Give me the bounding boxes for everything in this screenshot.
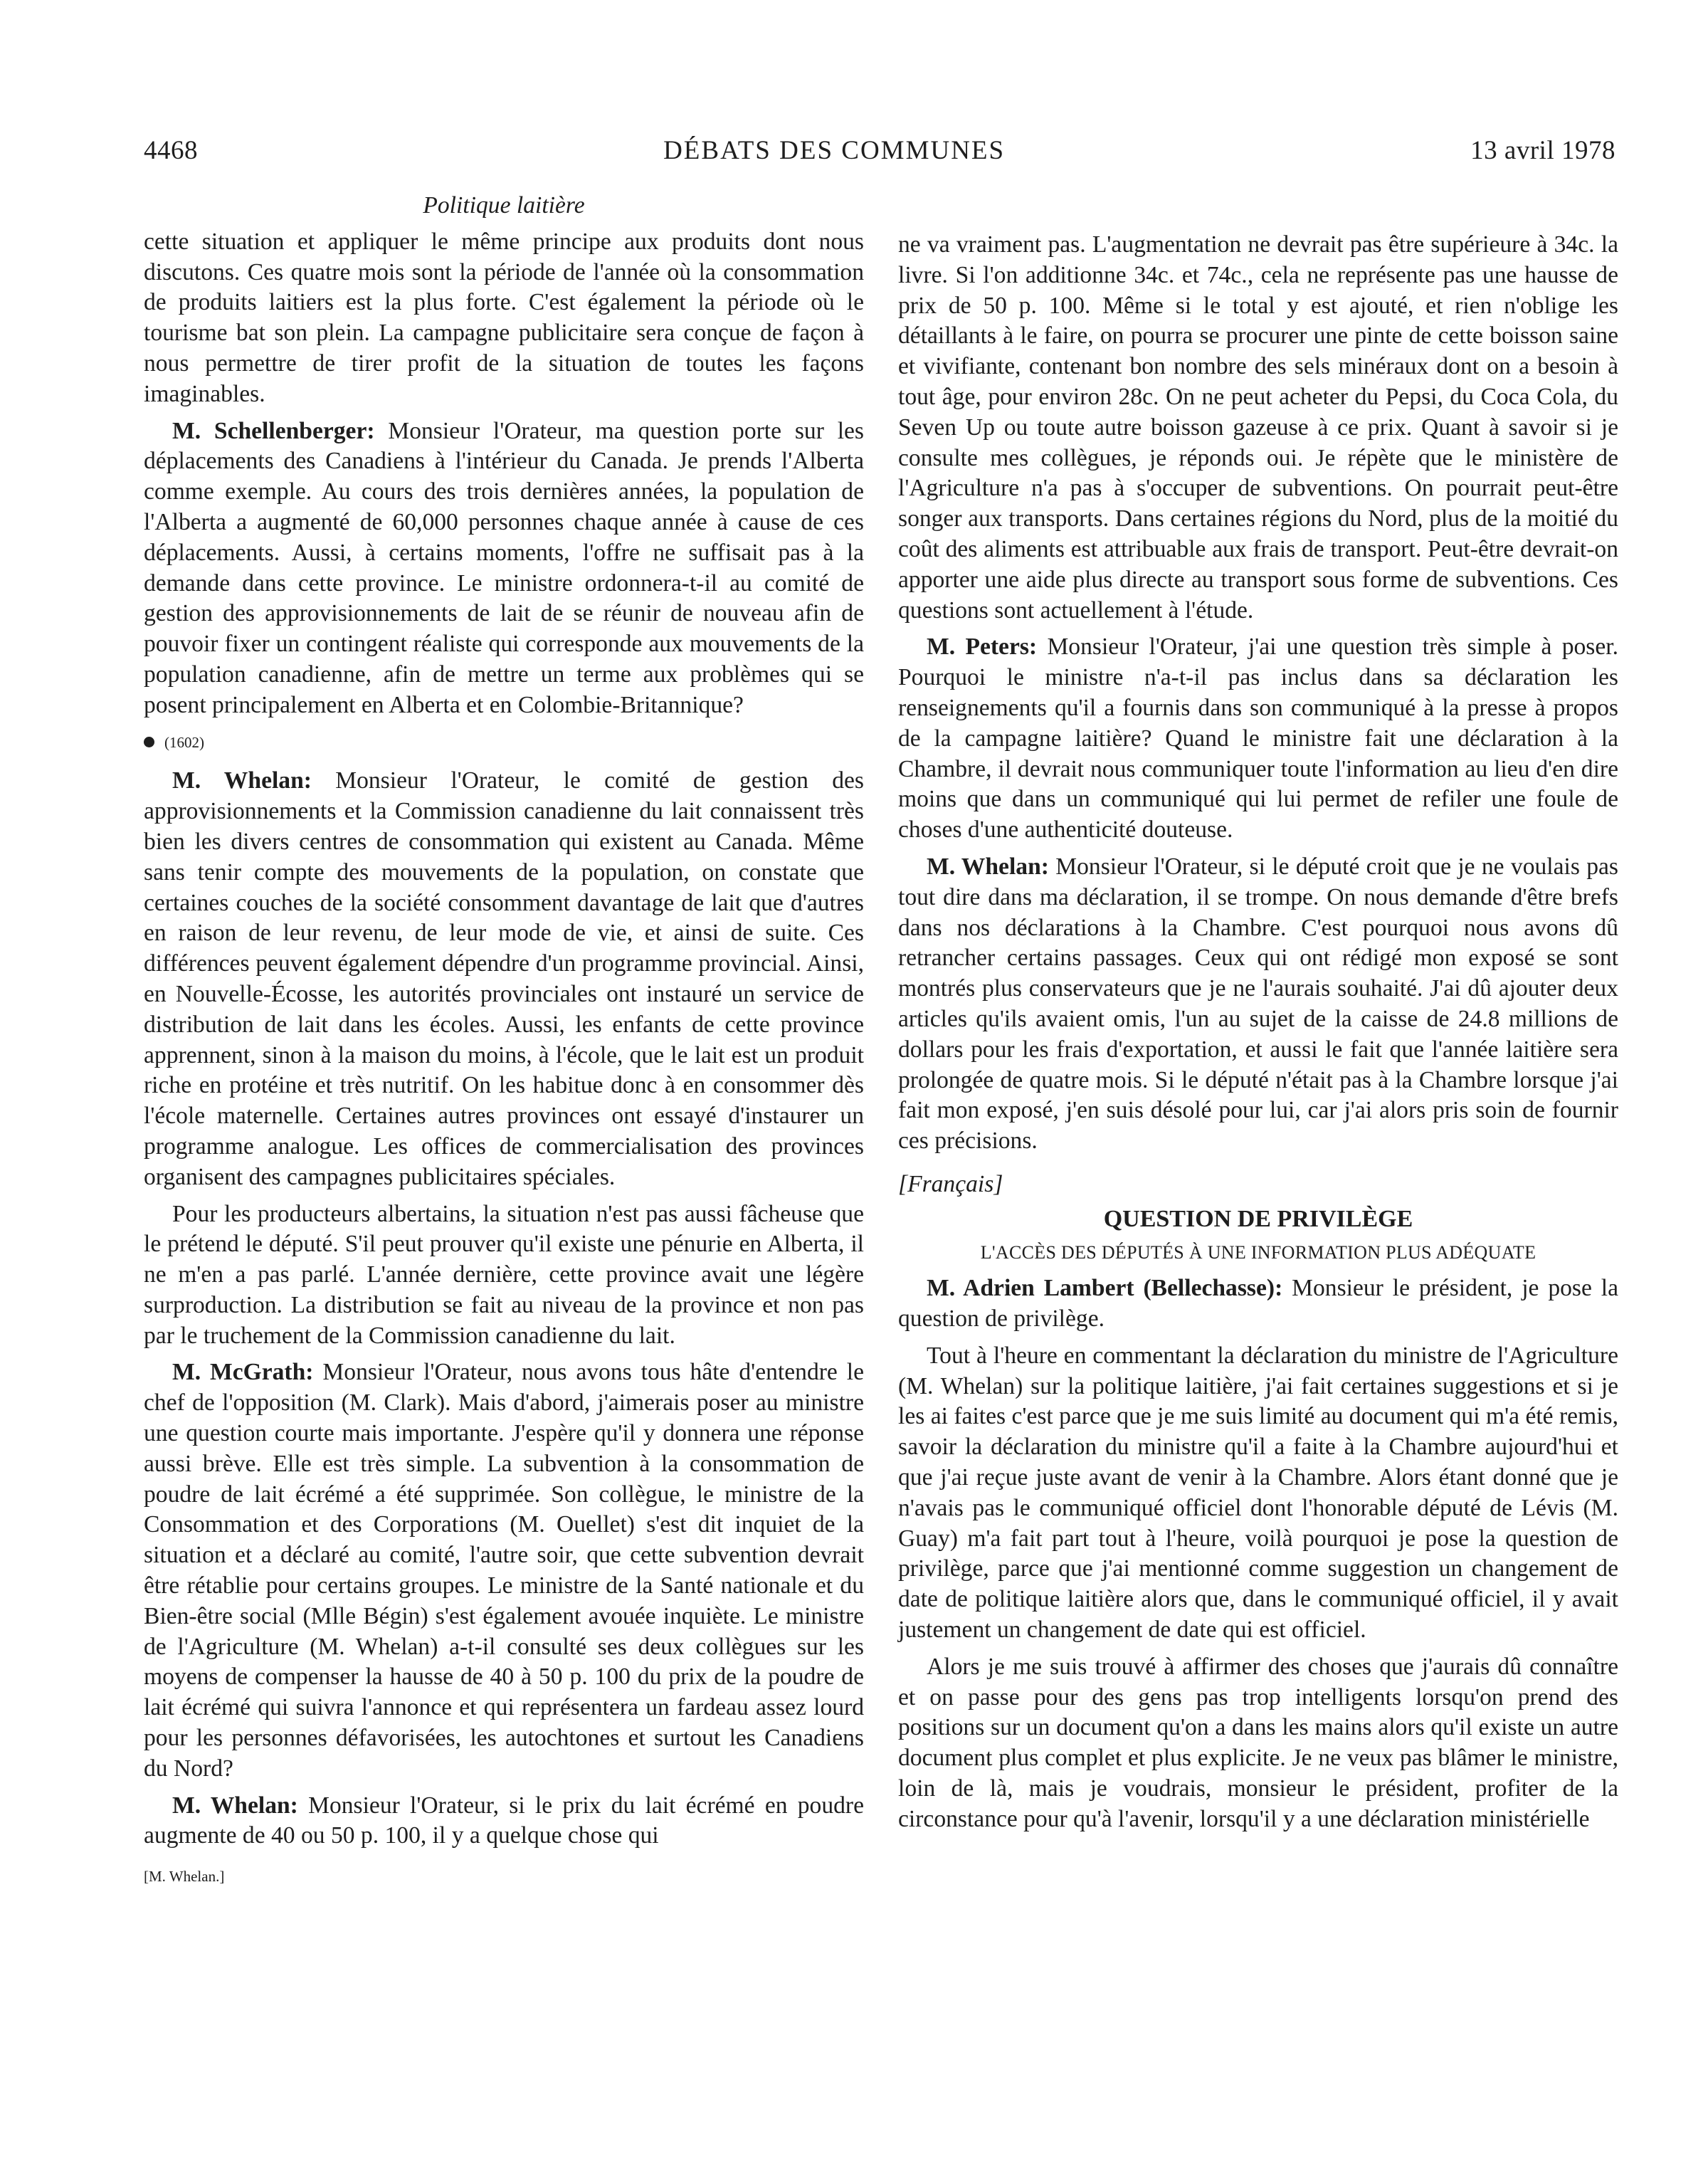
speech-text: Monsieur l'Orateur, nous avons tous hâte d'entendre le chef de l'opposition (M. Clark). Mais d'abord, j'aimerais poser au ministre une question courte mais importante. J'espère qu'il y donnera une réponse aussi brève. Elle est très simple. La subvention à la consommation de poudre de lait écrémé a été supprimée. Son collègue, le ministre de la Consommation et des Corporations (M. Ouellet) s'est dit inquiet de la situation et a déclaré au comité, l'autre soir, que cette subvention devrait être rétablie pour certains groupes. Le ministre de la Santé nationale et du Bien-être social (Mlle Bégin) s'est également avouée inquiète. Le ministre de l'Agriculture (M. Whelan) a-t-il consulté ses deux collègues sur les moyens de compenser la hausse de 40 à 50 p. 100 du prix de la poudre de lait écrémé qui suivra l'annonce et qui représentera un fardeau assez lourd pour les personnes défavorisées, les autochtones et surtout les Canadiens du Nord? bbox=[144, 1359, 864, 1782]
speech-paragraph bbox=[898, 632, 1618, 846]
speaker-name: M. McGrath: bbox=[172, 1359, 314, 1386]
paragraph: Alors je me suis trouvé à affirmer des choses que j'aurais dû connaître et on passe pour des gens pas trop intelligents lorsqu'on prend des positions sur un document qu'on a dans les mains alors qu'il existe un autre document plus complet et plus explicite. Je ne veux pas blâmer le ministre, loin de là, mais je voudrais, monsieur le président, profiter de la circonstance pour qu'à l'avenir, lorsqu'il y a une déclaration ministérielle bbox=[898, 1653, 1618, 1832]
speech-paragraph bbox=[144, 416, 864, 721]
paragraph: Pour les producteurs albertains, la situation n'est pas aussi fâcheuse que le prétend le député. S'il peut prouver qu'il existe une pénurie en Alberta, il ne m'en a pas parlé. L'année dernière, cette province avait une légère surproduction. La distribution se fait au niveau de la province et non pas par le truchement de la Commission canadienne du lait. bbox=[144, 1200, 864, 1349]
section-subheading: L'ACCÈS DES DÉPUTÉS À UNE INFORMATION PLUS ADÉQUATE bbox=[980, 1241, 1536, 1263]
speech-text: Monsieur l'Orateur, si le député croit que je ne voulais pas tout dire dans ma déclaration, il se trompe. On nous demande d'être brefs dans nos déclarations à la Chambre. C'est pourquoi nous avons dû retrancher certains passages. Ceux qui ont rédigé mon exposé se sont montrés plus conservateurs que je ne l'aurais souhaité. J'ai dû ajouter deux articles qu'ils avaient omis, l'un au sujet de la caisse de 24.8 millions de dollars pour les frais d'exportation, et aussi le fait que l'année laitière sera prolongée de quatre mois. Si le député n'était pas à la Chambre lorsque j'ai fait mon exposé, j'en suis désolé pour lui, car j'ai alors pris soin de fournir ces précisions. bbox=[898, 853, 1618, 1155]
speaker-name: M. Peters: bbox=[927, 634, 1038, 661]
section-heading: QUESTION DE PRIVILÈGE bbox=[1103, 1205, 1413, 1232]
timestamp bbox=[144, 727, 864, 758]
speech-text: Monsieur l'Orateur, ma question porte sur les déplacements des Canadiens à l'intérieur du Canada. Je prends l'Alberta comme exemple. Au cours des trois dernières années, la population de l'Alberta a augmenté de 60,000 personnes chaque année à cause de ces déplacements. Aussi, à certains moments, l'offre ne suffisait pas à la demande dans cette province. Le ministre ordonnera-t-il au comité de gestion des approvisionnements de lait de se réunir de nouveau afin de pouvoir fixer un contingent réaliste qui corresponde aux mouvements de la population canadienne, afin de mettre un terme aux problèmes qui se posent principalement en Alberta et en Colombie-Britannique? bbox=[144, 417, 864, 718]
right-column bbox=[898, 230, 1618, 1841]
speech-text: Monsieur l'Orateur, si le prix du lait écrémé en poudre augmente de 40 ou 50 p. 100, il y a quelque chose qui bbox=[144, 1792, 864, 1849]
speech-paragraph bbox=[898, 1273, 1618, 1335]
speech-paragraph bbox=[898, 852, 1618, 1157]
speaker-name: M. Whelan: bbox=[172, 1792, 298, 1819]
speaker-name: M. Adrien Lambert (Bellechasse): bbox=[927, 1275, 1283, 1302]
publication-title: DÉBATS DES COMMUNES bbox=[663, 136, 1006, 165]
paragraph: ne va vraiment pas. L'augmentation ne devrait pas être supérieure à 34c. la livre. Si l'on additionne 34c. et 74c., cela ne représente pas une hausse de prix de 50 p. 100. Même si le total y est ajouté, et rien n'oblige les détaillants à le faire, on pourra se procurer une pinte de cette boisson saine et vivifiante, contenant bon nombre des sels minéraux dont on a besoin à tout âge, pour environ 28c. On ne peut acheter du Pepsi, du Coca Cola, du Seven Up ou toute autre boisson gazeuse à ce prix. Quant à savoir si je consulte mes collègues, je réponds oui. Je répète que le ministère de l'Agriculture n'a pas à s'occuper de subventions. On pourrait peut-être songer aux transports. Dans certaines régions du Nord, plus de la moitié du coût des aliments est attribuable aux frais de transport. Peut-être devrait-on apporter une aide plus directe au transport sous forme de subventions. Ces questions sont actuellement à l'étude. bbox=[898, 231, 1618, 624]
paragraph: cette situation et appliquer le même principe aux produits dont nous discutons. Ces quatre mois sont la période de l'année où la consommation de produits laitiers est la plus forte. C'est également la période où le tourisme bat son plein. La campagne publicitaire sera conçue de façon à nous permettre de tirer profit de la situation de toutes les façons imaginables. bbox=[144, 228, 864, 407]
speech-text: Monsieur l'Orateur, j'ai une question très simple à poser. Pourquoi le ministre n'a-t-il pas inclus dans sa déclaration les renseignements qu'il a fournis dans son communiqué à la presse à propos de la campagne laitière? Quand le ministre fait une déclaration à la Chambre, il devrait nous communiquer toute l'information au lieu d'en dire moins que dans un communiqué qui lui permet de refiler une foule de choses d'une authenticité douteuse. bbox=[898, 634, 1618, 844]
left-column bbox=[144, 191, 864, 1892]
footer-speaker-note: [M. Whelan.] bbox=[144, 1868, 225, 1886]
timestamp-text: (1602) bbox=[164, 733, 204, 751]
speech-paragraph bbox=[144, 1791, 864, 1852]
page-number: 4468 bbox=[144, 136, 198, 165]
speaker-name: M. Schellenberger: bbox=[172, 417, 375, 444]
speaker-name: M. Whelan: bbox=[172, 767, 312, 794]
speech-paragraph bbox=[144, 766, 864, 1192]
paragraph: Tout à l'heure en commentant la déclaration du ministre de l'Agriculture (M. Whelan) sur la politique laitière, j'ai fait certaines suggestions et si je les ai faites c'est parce que je me suis limité au document qui m'a été remis, savoir la déclaration du ministre qu'il a faite à la Chambre aujourd'hui et que j'ai reçue juste avant de venir à la Chambre. Alors étant donné que je n'avais pas le communiqué officiel dont l'honorable député de Lévis (M. Guay) m'a fait part tout à l'heure, voilà pourquoi je pose la question de privilège, parce que j'ai mentionné comme suggestion un changement de date de politique laitière alors que, dans le communiqué officiel, il y avait justement un changement de date qui est officiel. bbox=[898, 1342, 1618, 1644]
page-date: 13 avril 1978 bbox=[1470, 136, 1615, 165]
speech-text: Monsieur le président, je pose la question de privilège. bbox=[898, 1275, 1618, 1333]
language-marker: [Français] bbox=[898, 1170, 1003, 1197]
running-title: Politique laitière bbox=[423, 192, 585, 219]
bullet-icon bbox=[144, 737, 154, 747]
speech-text: Monsieur l'Orateur, le comité de gestion des approvisionnements et la Commission canadienne du lait connaissent très bien les divers centres de consommation qui existent au Canada. Même sans tenir compte des mouvements de la population, on constate que certaines couches de la société consomment davantage de lait que d'autres en raison de leur revenu, de leur mode de vie, et ainsi de suite. Ces différences peuvent également dépendre d'un programme provincial. Ainsi, en Nouvelle-Écosse, les autorités provinciales ont instauré un service de distribution de lait dans les écoles. Aussi, les enfants de cette province apprennent, sinon à la maison du moins, à l'école, que le lait est un produit riche en protéine et très nutritif. On les habitue donc à en consommer dès l'école maternelle. Certaines autres provinces ont essayé d'instaurer un programme analogue. Les offices de commercialisation des provinces organisent des campagnes publicitaires spéciales. bbox=[144, 767, 864, 1190]
speaker-name: M. Whelan: bbox=[927, 853, 1049, 880]
page-header bbox=[144, 135, 1615, 166]
speech-paragraph bbox=[144, 1357, 864, 1784]
